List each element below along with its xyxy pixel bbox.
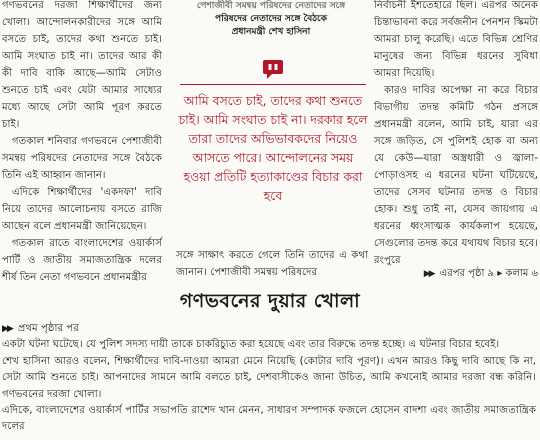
right-paragraph-2: কারও দাবির অপেক্ষা না করে বিচার বিভাগীয় তদন্ত কমিটি গঠন প্রসঙ্গে প্রধানমন্ত্রী বলেন, আমি চাই, যারা এর সঙ্গে জড়িত, সে পুলিশই হোক বা অন্য যে কেউ—যারা অস্ত্রধারী ও জ্বালা-পোড়াওসহ এ ধরনের ঘটনা ঘটিয়েছে, তাদের সেসব ঘটনার তদন্ত ও বিচার হোক। শুধু তাই না, যেসব জায়গায় এ ধরনের ধ্বংসাত্মক কার্যকলাপ হয়েছে, সেগুলোর তদন্ত করে যথাযথ বিচার হবে। রংপুরে xyxy=(374,85,538,266)
continuation-note xyxy=(374,266,538,283)
double-arrow-icon: ▶▶ xyxy=(423,269,434,279)
left-paragraph-1: গণভবনের দরজা শিক্ষার্থীদের জন্য খোলা। আন্দোলনকারীদের সঙ্গে আমি বসতে চাই, তাদের কথা শুনতে চাই। আমি সংঘাত চাই না। তাদের আর কী কী দাবি বাকি আছে—আমি সেটাও শুনতে চাই এবং যেটা আমার সাধ্যের মধ্যে আছে সেটা আমি পূরণ করতে চাই। xyxy=(2,0,162,130)
quote-rule-top xyxy=(180,84,366,85)
right-paragraph-1: নির্বাচনী ইশতেহারে ছিল। এরপর অনেক চিন্তাভাবনা করে সর্বজনীন পেনশন স্কিমটা আমরা চালু করেছি। এতে বিভিন্ন শ্রেণির মানুষের জন্য বিভিন্ন ধরনের সুবিধা আমরা দিয়েছি। xyxy=(374,0,538,79)
left-paragraph-2: গতকাল শনিবার গণভবনে পেশাজীবী সমন্বয় পরিষদের নেতাদের সঙ্গে বৈঠকে তিনি এই আহ্বান জানান। xyxy=(2,136,162,181)
story-paragraph-1: একটা ঘটনা ঘটেছে। যে পুলিশ সদস্য দায়ী তাকে চাকরিচ্যুত করা হয়েছে এবং তার বিরুদ্ধে তদন্ত হচ্ছে। এ ঘটনার বিচার হবেই। xyxy=(2,339,500,351)
continuation-text: এরপর পৃষ্ঠা ৯ ▸ কলাম ৬ xyxy=(439,268,538,279)
photo-caption-banner xyxy=(176,0,366,44)
pull-quote-text: আমি বসতে চাই, তাদের কথা শুনতে চাই। আমি সংঘাত চাই না। দরকার হলে তারা তাদের অভিভাবকদের নিয়েও আসতে পারে। আন্দোলনের সময় হওয়া প্রতিটি হত্যাকাণ্ডের বিচার করা হবে xyxy=(178,93,368,203)
from-first-page-text: প্রথম পৃষ্ঠার পর xyxy=(17,323,79,334)
caption-line-1: পেশাজীবী সমন্বয় পরিষদের নেতাদের সঙ্গে xyxy=(196,1,346,11)
double-arrow-icon: ▶▶ xyxy=(2,324,12,334)
caption-line-3: প্রধানমন্ত্রী শেখ হাসিনা xyxy=(231,27,311,37)
story-paragraph-2: শেখ হাসিনা আরও বলেন, শিক্ষার্থীদের দাবি-দাওয়া আমরা মেনে নিয়েছি (কোটার দাবি পূরণ)। এখন আরও কিছু দাবি আছে কি না, সেটা আমি শুনতে চাই। আপনাদের সামনে আমি বলতে চাই, দেশবাসীকেও জানা উচিত, আমি কখনোই আমার দরজা বন্ধ করিনি। গণভবনের দরজা খোলা। xyxy=(2,355,536,400)
caption-line-2: পরিষদের নেতাদের সঙ্গে বৈঠকে xyxy=(215,14,327,24)
story-headline: গণভবনের দুয়ার খোলা xyxy=(179,290,361,312)
story-body xyxy=(2,321,536,436)
pull-quote xyxy=(176,48,370,205)
story-paragraph-3: এদিকে, বাংলাদেশের ওয়ার্কার্স পার্টির সভাপতি রাশেদ খান মেনন, সাধারণ সম্পাদক ফজলে হোসেন বাদশা এবং জাতীয় সমাজতান্ত্রিক দলের xyxy=(2,405,536,433)
middle-column-text: সঙ্গে সাক্ষাৎ করতে গেলে তিনি তাদের এ কথা জানান। পেশাজীবী সমন্বয় পরিষদের xyxy=(176,250,368,278)
right-column xyxy=(374,0,538,269)
left-paragraph-3: এদিকে শিক্ষার্থীদের 'একদফা' দাবি নিয়ে তাদের আলোচনায় বসতে রাজি আছেন বলে প্রধানমন্ত্রী জানিয়েছেন। xyxy=(2,187,162,232)
quote-icon xyxy=(262,58,284,80)
from-first-page-line xyxy=(2,321,536,337)
left-paragraph-4: গতকাল রাতে বাংলাদেশের ওয়ার্কার্স পার্টি ও জাতীয় সমাজতান্ত্রিক দলের শীর্ষ তিন নেতা গণভবনে প্রধানমন্ত্রীর xyxy=(2,238,162,283)
left-column xyxy=(2,0,162,286)
